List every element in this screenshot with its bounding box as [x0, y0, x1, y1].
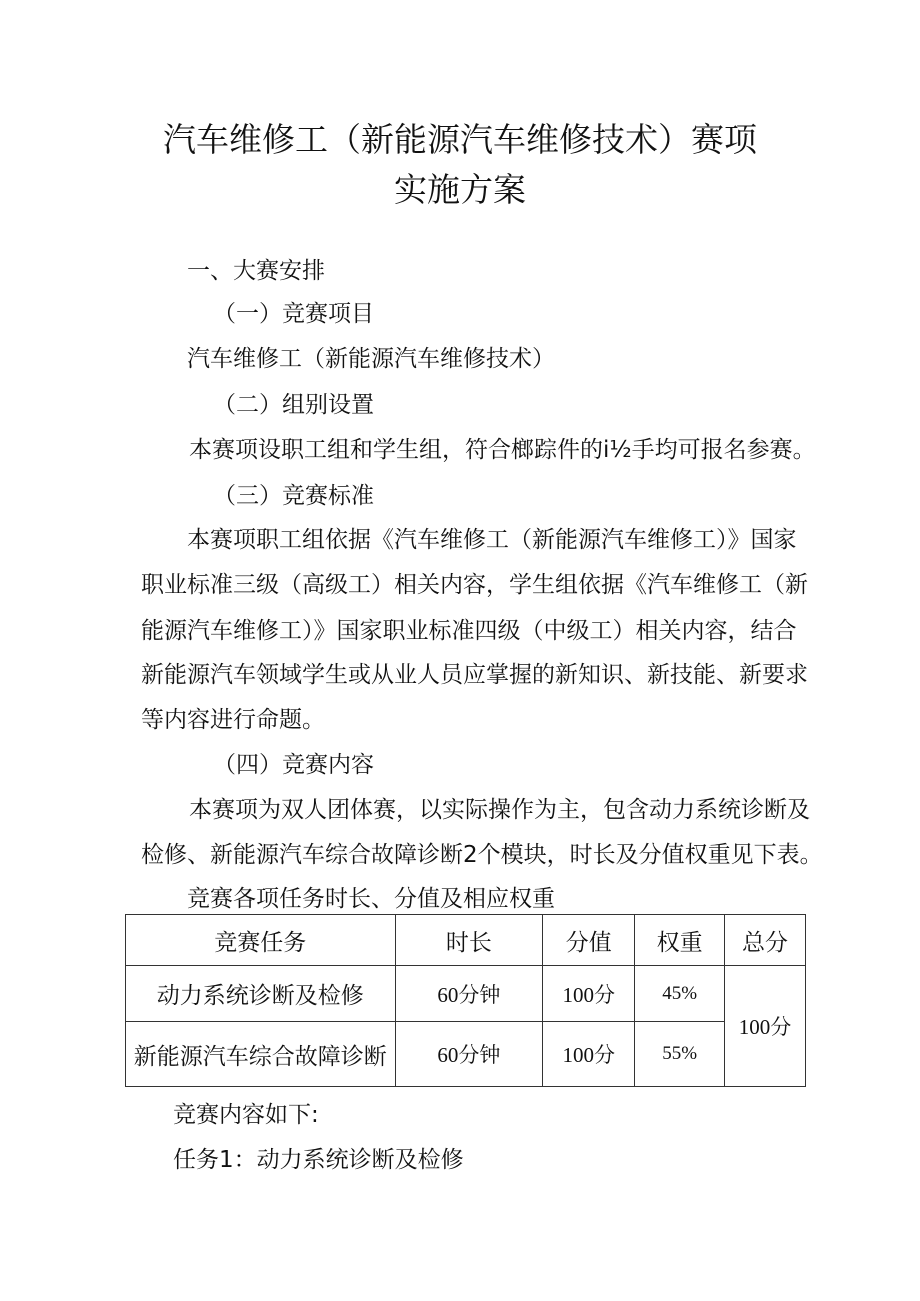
- header-total: 总分: [725, 915, 806, 966]
- header-task: 竞赛任务: [126, 915, 396, 966]
- content-text-line: 检修、新能源汽车综合故障诊断2个模块，时长及分值权重见下表。: [141, 842, 823, 868]
- subheading-competition-standard: （三）竞赛标准: [213, 483, 374, 509]
- task-name: 动力系统诊断及检修: [126, 966, 396, 1022]
- standard-text-line: 职业标准三级（高级工）相关内容，学生组依据《汽车维修工（新: [141, 572, 808, 598]
- task-1-heading: 任务1：动力系统诊断及检修: [173, 1147, 464, 1173]
- group-setup-text: 本赛项设职工组和学生组，符合榔踪件的i½手均可报名参赛。: [189, 437, 816, 463]
- header-score: 分值: [543, 915, 635, 966]
- header-duration: 时长: [395, 915, 543, 966]
- task-duration: 60分钟: [395, 966, 543, 1022]
- standard-text-line: 能源汽车维修工）》国家职业标准四级（中级工）相关内容，结合: [141, 618, 797, 644]
- standard-text-line: 本赛项职工组依据《汽车维修工（新能源汽车维修工）》国家: [187, 527, 797, 553]
- task-score: 100分: [543, 1022, 635, 1087]
- table-caption: 竞赛各项任务时长、分值及相应权重: [187, 886, 555, 912]
- document-title-line-2: 实施方案: [394, 170, 526, 209]
- content-list-intro: 竞赛内容如下:: [173, 1102, 319, 1128]
- subheading-group-setup: （二）组别设置: [213, 392, 374, 418]
- task-weight: 45%: [635, 966, 725, 1022]
- document-title-line-1: 汽车维修工（新能源汽车维修技术）赛项: [163, 120, 757, 159]
- task-duration: 60分钟: [395, 1022, 543, 1087]
- subheading-competition-content: （四）竞赛内容: [213, 752, 374, 778]
- task-name: 新能源汽车综合故障诊断: [126, 1022, 396, 1087]
- table-row: [126, 966, 806, 1022]
- total-score: 100分: [725, 966, 806, 1087]
- task-weight: 55%: [635, 1022, 725, 1087]
- standard-text-line: 新能源汽车领域学生或从业人员应掌握的新知识、新技能、新要求: [141, 662, 808, 688]
- subheading-competition-item: （一）竞赛项目: [213, 301, 374, 327]
- header-weight: 权重: [635, 915, 725, 966]
- table-header-row: [126, 915, 806, 966]
- content-text-line: 本赛项为双人团体赛，以实际操作为主，包含动力系统诊断及: [189, 797, 810, 823]
- standard-text-line: 等内容进行命题。: [141, 707, 325, 733]
- competition-item-text: 汽车维修工（新能源汽车维修技术）: [187, 346, 555, 372]
- task-score: 100分: [543, 966, 635, 1022]
- table-row: [126, 1022, 806, 1087]
- task-weight-table: [125, 914, 806, 1087]
- section-heading-arrangement: 一、大赛安排: [187, 258, 325, 284]
